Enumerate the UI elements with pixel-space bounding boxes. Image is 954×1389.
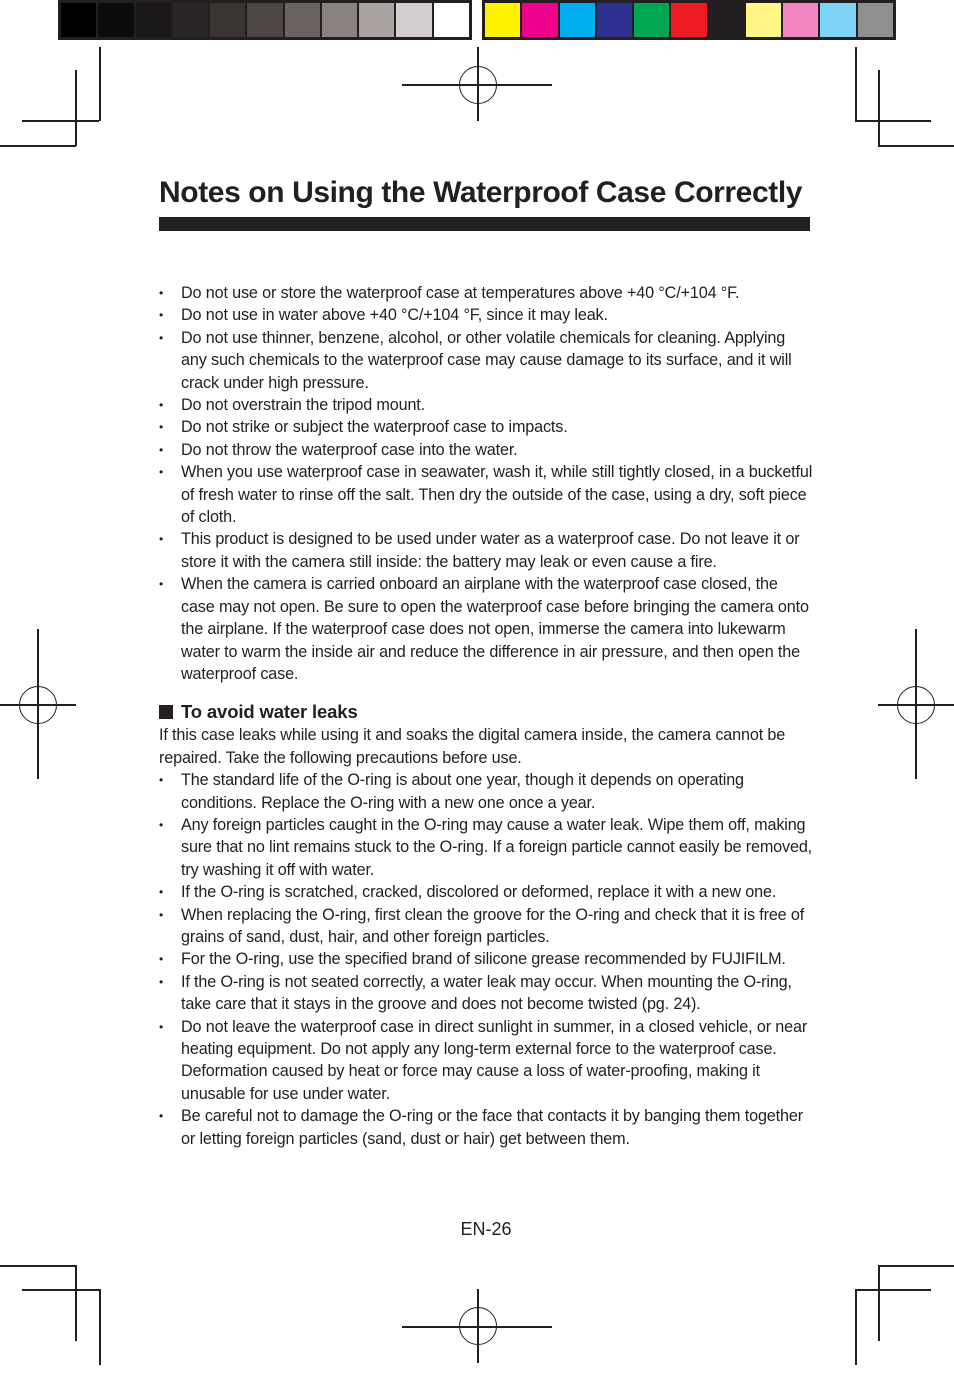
bullet-icon: • (159, 308, 164, 323)
crop-mark (878, 1265, 954, 1267)
bullet-icon: • (159, 952, 164, 967)
bullet-icon: • (159, 773, 164, 788)
list-item (159, 948, 814, 970)
section-heading-text: To avoid water leaks (181, 701, 358, 723)
registration-circle (19, 686, 57, 724)
page-title: Notes on Using the Waterproof Case Correctly (159, 176, 803, 209)
page-number: EN-26 (460, 1219, 512, 1239)
process-color-bar (482, 0, 896, 40)
list-item-text: When you use waterproof case in seawater, wash it, while still tightly closed, in a bucketful of fresh water to rinse off the salt. Then dry the outside of the case, using a dry, soft piece of cloth. (181, 463, 813, 527)
list-item-text: If the O-ring is scratched, cracked, discolored or deformed, replace it with a new one. (181, 883, 777, 902)
general-notes-list (159, 282, 814, 685)
crop-mark (855, 1289, 931, 1291)
color-swatch (136, 3, 173, 37)
registration-circle (897, 686, 935, 724)
color-swatch (783, 3, 820, 37)
color-swatch (173, 3, 210, 37)
list-item-text: Do not strike or subject the waterproof case to impacts. (181, 418, 568, 437)
list-item (159, 416, 814, 438)
list-item-text: For the O-ring, use the specified brand of silicone grease recommended by FUJIFILM. (181, 950, 786, 969)
color-swatch (396, 3, 433, 37)
list-item-text: Do not overstrain the tripod mount. (181, 396, 425, 415)
color-swatch (671, 3, 708, 37)
list-item (159, 1016, 814, 1106)
list-item (159, 1105, 814, 1150)
crop-mark (99, 1289, 101, 1365)
list-item-text: The standard life of the O-ring is about one year, though it depends on operating conditions. Replace the O-ring with a new one once a year. (181, 771, 744, 812)
color-swatch (98, 3, 135, 37)
bullet-icon: • (159, 398, 164, 413)
section-heading (159, 700, 814, 724)
crop-mark (0, 1265, 76, 1267)
crop-mark (99, 47, 101, 121)
bullet-icon: • (159, 885, 164, 900)
square-bullet-icon (159, 705, 173, 719)
section-intro: If this case leaks while using it and soaks the digital camera inside, the camera cannot be repaired. Take the following precautions before use. (159, 726, 786, 767)
color-swatch (359, 3, 396, 37)
list-item-text: Do not leave the waterproof case in direct sunlight in summer, in a closed vehicle, or near heating equipment. Do not apply any long-term external force to the waterproof case. Deformation caused by heat or force may cause a loss of water-proofing, making it unusable for use under water. (181, 1017, 808, 1103)
bullet-icon: • (159, 974, 164, 989)
bullet-icon: • (159, 817, 164, 832)
crop-mark (878, 145, 954, 147)
water-leak-precautions-list (159, 769, 814, 1150)
list-item (159, 881, 814, 903)
color-swatch (634, 3, 671, 37)
crop-mark (75, 70, 77, 146)
color-swatch (285, 3, 322, 37)
list-item (159, 304, 814, 326)
bullet-icon: • (159, 286, 164, 300)
color-swatch (210, 3, 247, 37)
color-swatch (597, 3, 634, 37)
registration-circle (459, 1307, 497, 1345)
bullet-icon: • (159, 532, 164, 547)
title-rule (159, 217, 810, 231)
crop-mark (22, 1289, 99, 1291)
list-item (159, 394, 814, 416)
list-item-text: If the O-ring is not seated correctly, a water leak may occur. When mounting the O-ring, take care that it stays in the groove and does not become twisted (pg. 24). (181, 972, 792, 1014)
color-swatch (820, 3, 857, 37)
list-item-text: Any foreign particles caught in the O-ring may cause a water leak. Wipe them off, making sure that no lint remains stuck to the O-ring. If a foreign particle cannot easily be removed, try washing it off with water. (181, 815, 813, 879)
list-item-text: When replacing the O-ring, first clean the groove for the O-ring and check that it is free of grains of sand, dust, hair, and other foreign particles. (181, 905, 805, 946)
list-item-text: Do not throw the waterproof case into the water. (181, 440, 518, 459)
crop-mark (878, 1265, 880, 1341)
bullet-icon: • (159, 442, 164, 457)
main-content (159, 282, 814, 1150)
color-swatch (709, 3, 746, 37)
list-item (159, 814, 814, 881)
list-item (159, 769, 814, 814)
color-swatch (746, 3, 783, 37)
bullet-icon: • (159, 420, 164, 435)
color-swatch (434, 3, 469, 37)
crop-mark (855, 47, 857, 121)
bullet-icon: • (159, 1109, 164, 1124)
grayscale-color-bar (58, 0, 472, 40)
list-item (159, 439, 814, 461)
crop-mark (878, 70, 880, 146)
list-item (159, 904, 814, 949)
list-item-text: This product is designed to be used under water as a waterproof case. Do not leave it or store it with the camera still inside: the battery may leak or even cause a fire. (181, 530, 800, 571)
crop-mark (22, 120, 99, 122)
color-swatch (485, 3, 522, 37)
list-item (159, 573, 814, 685)
list-item-text: When the camera is carried onboard an airplane with the waterproof case closed, the case may not open. Be sure to open the waterproof case before bringing the camera onto the airplane. If the waterproof case does not open, immerse the camera into lukewarm water to warm the inside air and reduce the difference in air pressure, and then open the waterproof case. (181, 575, 809, 683)
bullet-icon: • (159, 1019, 164, 1034)
bullet-icon: • (159, 330, 164, 345)
list-item-text: Do not use thinner, benzene, alcohol, or other volatile chemicals for cleaning. Applying any such chemicals to the waterproof case may cause damage to its surface, and it will crack under high pressure. (181, 328, 792, 392)
list-item (159, 461, 814, 528)
crop-mark (75, 1265, 77, 1341)
color-swatch (522, 3, 559, 37)
list-item-text: Do not use in water above +40 °C/+104 °F, since it may leak. (181, 306, 608, 325)
color-swatch (560, 3, 597, 37)
bullet-icon: • (159, 465, 164, 480)
list-item (159, 971, 814, 1016)
list-item (159, 282, 814, 304)
crop-mark (0, 145, 76, 147)
color-swatch (322, 3, 359, 37)
color-swatch (247, 3, 284, 37)
list-item (159, 327, 814, 394)
color-swatch (858, 3, 893, 37)
registration-circle (459, 66, 497, 104)
color-swatch (61, 3, 98, 37)
bullet-icon: • (159, 907, 164, 922)
list-item (159, 528, 814, 573)
list-item-text: Be careful not to damage the O-ring or the face that contacts it by banging them together or letting foreign particles (sand, dust or hair) get between them. (181, 1107, 803, 1148)
crop-mark (855, 1289, 857, 1365)
bullet-icon: • (159, 577, 164, 592)
crop-mark (855, 120, 931, 122)
list-item-text: Do not use or store the waterproof case at temperatures above +40 °C/+104 °F. (181, 284, 740, 302)
